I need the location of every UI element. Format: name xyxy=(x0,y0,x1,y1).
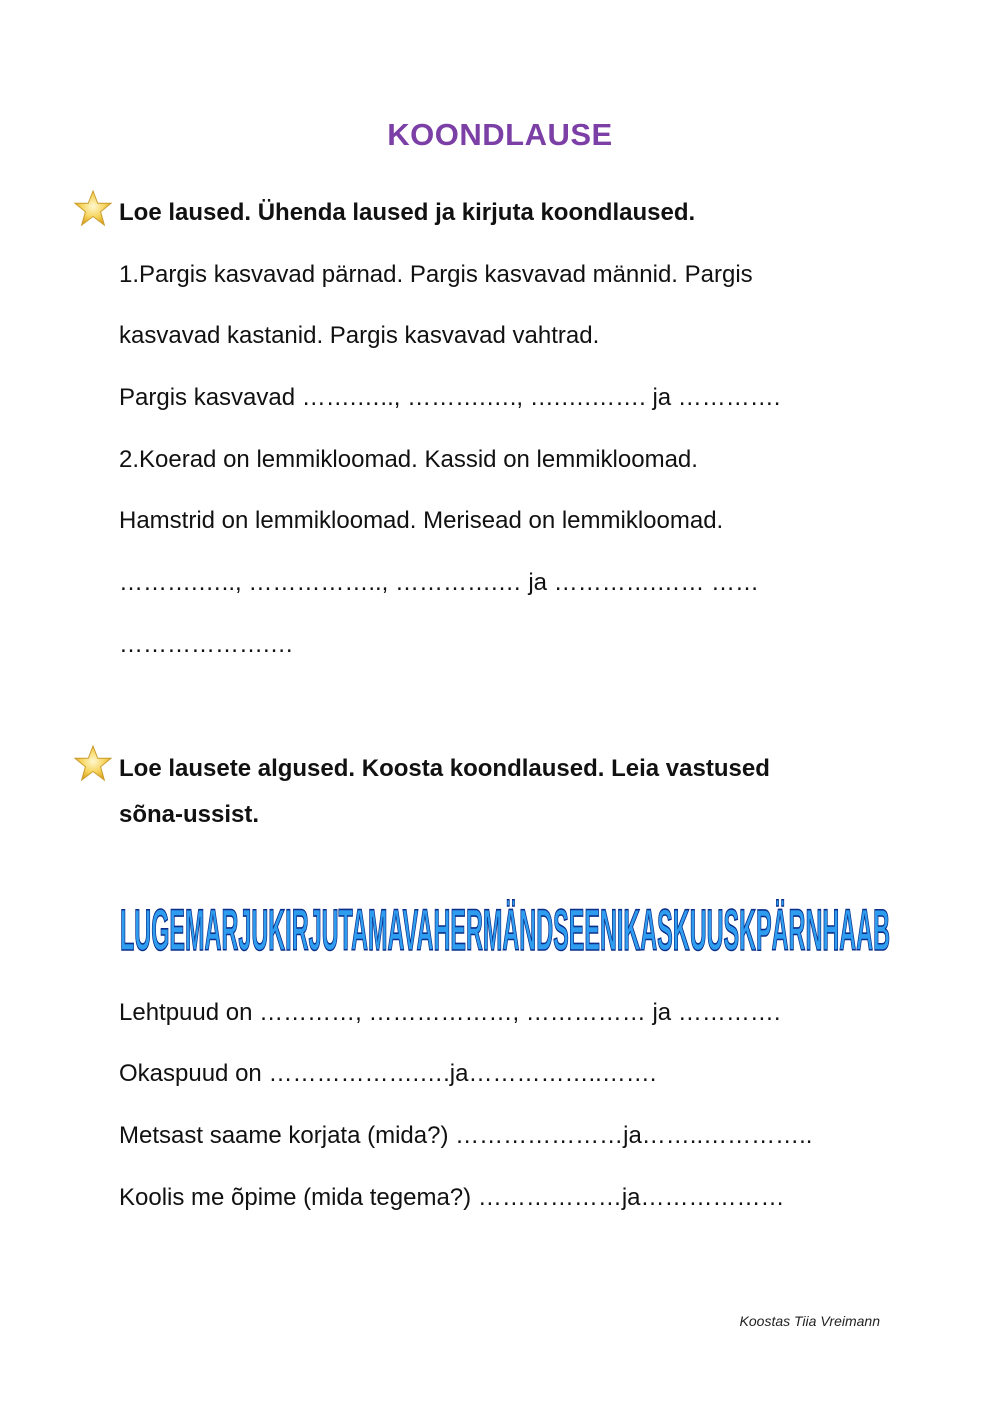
answer-line: Pargis kasvavad …….….., ……….…., ….….……. ja …………. xyxy=(119,384,781,411)
answer-line: ……….….., …………….., ………….… ja ………….…… …… xyxy=(119,569,760,596)
section1-line: kasvavad kastanid. Pargis kasvavad vahtrad. xyxy=(119,322,600,349)
word-snake-text: LUGEMARJUKIRJUTAMAVAHERMÄNDSEENIKASKUUSKPÄRNHAAB xyxy=(120,898,890,963)
section1-heading: Loe laused. Ühenda laused ja kirjuta koondlaused. xyxy=(119,199,696,226)
answer-line: Metsast saame korjata (mida?) …………………ja……..………….. xyxy=(119,1122,813,1149)
section1-line: 2.Koerad on lemmikloomad. Kassid on lemmikloomad. xyxy=(119,446,698,473)
section1-line: Hamstrid on lemmikloomad. Merisead on lemmikloomad. xyxy=(119,507,724,534)
word-snake xyxy=(115,888,895,963)
section2-heading: sõna-ussist. xyxy=(119,801,260,828)
author-credit: Koostas Tiia Vreimann xyxy=(739,1313,880,1329)
answer-line: ……………….… xyxy=(119,631,294,658)
answer-line: Lehtpuud on …………, ………………, …………… ja …………. xyxy=(119,999,781,1026)
page-title: KOONDLAUSE xyxy=(387,117,613,152)
star-icon xyxy=(74,744,112,782)
answer-line: Okaspuud on ……………….….ja……………..……. xyxy=(119,1060,657,1087)
section2-heading: Loe lausete algused. Koosta koondlaused. Leia vastused xyxy=(119,755,770,782)
section1-line: 1.Pargis kasvavad pärnad. Pargis kasvavad männid. Pargis xyxy=(119,261,753,288)
star-icon xyxy=(74,189,112,227)
answer-line: Koolis me õpime (mida tegema?) ………………ja……………… xyxy=(119,1184,785,1211)
